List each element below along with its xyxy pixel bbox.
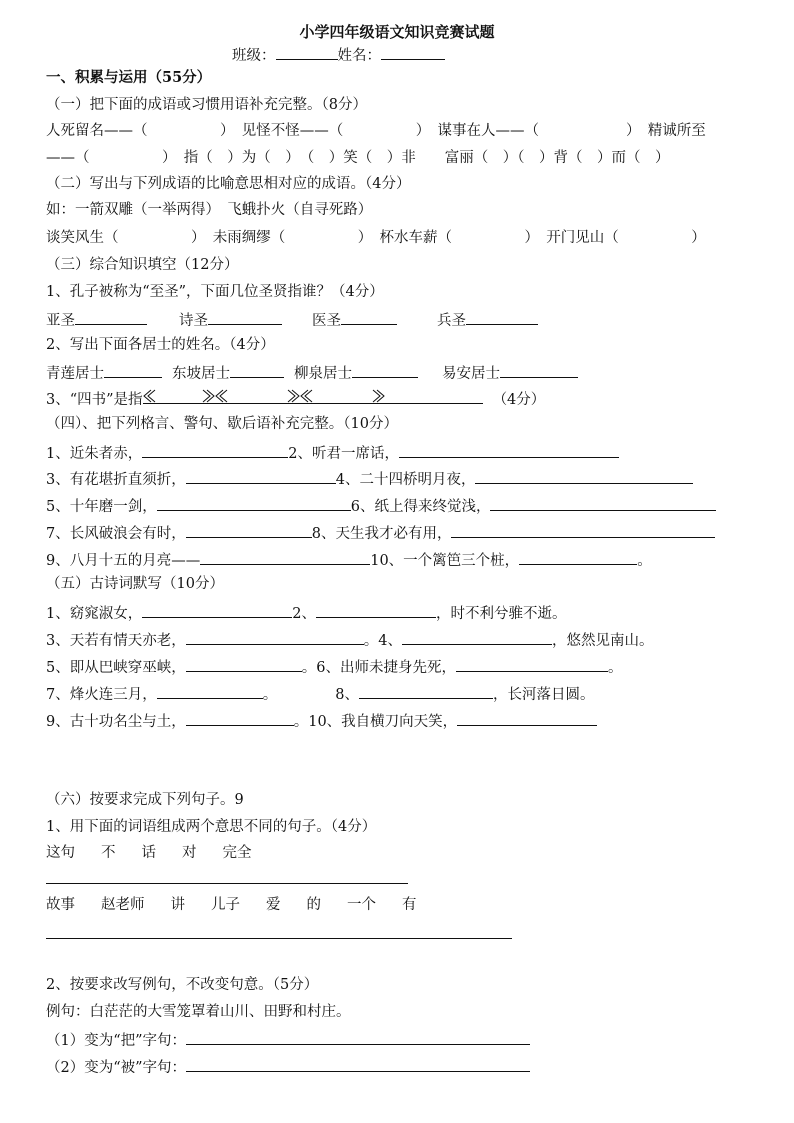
- answer-blank[interactable]: [157, 683, 263, 699]
- rewrite-prompt: （1）变为“把”字句：: [46, 1033, 187, 1049]
- poem-prompt: ，时不利兮骓不逝。: [435, 606, 567, 622]
- proverb-prompt: 5、十年磨一剑，: [46, 499, 157, 515]
- poem-prompt: 。6、出师未捷身先死，: [301, 660, 456, 676]
- word: 这句: [46, 845, 75, 861]
- answer-blank[interactable]: [142, 602, 292, 618]
- answer-line[interactable]: [46, 883, 408, 884]
- answer-blank[interactable]: [490, 495, 716, 511]
- proverb-line: [46, 468, 693, 488]
- jushi-line: [46, 362, 578, 382]
- answer-blank[interactable]: [157, 495, 351, 511]
- answer-blank[interactable]: [451, 522, 715, 538]
- subsection-heading: （一）把下面的成语或习惯用语补充完整。（8分）: [46, 97, 367, 113]
- question-text: 3、“四书”是指: [46, 392, 143, 408]
- proverb-prompt: 2、听君一席话，: [288, 446, 399, 462]
- word: 对: [182, 845, 197, 861]
- word: 一个: [347, 897, 376, 913]
- example-sentence: 例句：白茫茫的大雪笼罩着山川、田野和村庄。: [46, 1004, 351, 1020]
- answer-blank[interactable]: [399, 442, 619, 458]
- answer-blank[interactable]: [316, 602, 436, 618]
- sage-label: 兵圣: [437, 313, 466, 329]
- idiom-line: ——（ ） 指（ ）为（ ） （ ）笑（ ）非 富丽（ ）（ ）背（ ）而（ ）: [46, 150, 670, 166]
- rewrite-line: [46, 1056, 530, 1076]
- answer-blank[interactable]: [475, 468, 693, 484]
- word: 话: [141, 845, 156, 861]
- question-text: 2、写出下面各居士的姓名。（4分）: [46, 337, 275, 353]
- subsection-heading: （六）按要求完成下列句子。9: [46, 792, 244, 808]
- poem-line: [46, 602, 566, 622]
- subsection-heading: （四）、把下列格言、警句、歇后语补充完整。（10分）: [46, 416, 398, 432]
- subsection-heading: （三）综合知识填空（12分）: [46, 257, 239, 273]
- poem-prompt: 7、烽火连三月，: [46, 687, 157, 703]
- jushi-label: 东坡居士: [172, 366, 230, 382]
- proverb-prompt: 9、八月十五的月亮——: [46, 553, 201, 569]
- poem-prompt: 8、: [335, 687, 359, 703]
- poem-prompt: 1、窈窕淑女，: [46, 606, 143, 622]
- answer-blank[interactable]: [186, 1056, 530, 1072]
- book-title-marks: [143, 388, 483, 404]
- subsection-heading: （五）古诗词默写（10分）: [46, 576, 224, 592]
- proverb-line: [46, 549, 652, 569]
- sage-label: 医圣: [312, 313, 341, 329]
- poem-prompt: 5、即从巴峡穿巫峡，: [46, 660, 186, 676]
- proverb-line: [46, 442, 619, 462]
- sishu-line: [46, 388, 545, 408]
- proverb-line: [46, 522, 715, 542]
- class-label: 班级：: [232, 48, 276, 64]
- word-list: [46, 895, 443, 915]
- idiom-line: 人死留名——（ ） 见怪不怪——（ ） 谋事在人——（ ） 精诚所至: [46, 123, 706, 139]
- proverb-prompt: 6、纸上得来终觉浅，: [350, 499, 491, 515]
- rewrite-line: [46, 1029, 530, 1049]
- answer-blank[interactable]: [142, 442, 288, 458]
- class-name-line: [232, 44, 445, 64]
- word: 儿子: [211, 897, 240, 913]
- proverb-prompt: 7、长风破浪会有时，: [46, 526, 186, 542]
- name-blank[interactable]: [381, 44, 445, 60]
- poem-line: [46, 710, 597, 730]
- poem-prompt: 。10、我自横刀向天笑，: [293, 714, 458, 730]
- question-text: 2、按要求改写例句，不改变句意。（5分）: [46, 977, 319, 993]
- poem-prompt: ，长河落日圆。: [492, 687, 595, 703]
- word: 完全: [222, 845, 252, 861]
- proverb-prompt: 3、有花堪折直须折，: [46, 472, 186, 488]
- score-text: （4分）: [492, 392, 546, 408]
- proverb-prompt: 4、二十四桥明月夜，: [335, 472, 476, 488]
- proverb-prompt: 1、近朱者赤，: [46, 446, 143, 462]
- jushi-label: 青莲居士: [46, 366, 104, 382]
- answer-blank[interactable]: [500, 362, 578, 378]
- poem-prompt: 3、天若有情天亦老，: [46, 633, 186, 649]
- idiom-line: 谈笑风生（ ） 未雨绸缪（ ） 杯水车薪（ ） 开门见山（ ）: [46, 230, 706, 246]
- punctuation: 。: [637, 553, 652, 569]
- question-text: 1、用下面的词语组成两个意思不同的句子。（4分）: [46, 819, 377, 835]
- word: 爱: [266, 897, 281, 913]
- answer-blank[interactable]: [186, 468, 336, 484]
- section-heading: 一、积累与运用（55分）: [46, 69, 212, 86]
- poem-prompt: 。4、: [363, 633, 402, 649]
- class-blank[interactable]: [276, 44, 338, 60]
- answer-blank[interactable]: [341, 309, 397, 325]
- answer-blank[interactable]: [186, 522, 312, 538]
- poem-prompt: 2、: [292, 606, 316, 622]
- answer-blank[interactable]: [186, 1029, 530, 1045]
- proverb-line: [46, 495, 716, 515]
- answer-blank[interactable]: [186, 710, 294, 726]
- word: 故事: [46, 897, 75, 913]
- jushi-label: 易安居士: [442, 366, 500, 382]
- example-line: 如：一箭双雕（一举两得） 飞蛾扑火（自寻死路）: [46, 202, 373, 218]
- punctuation: 。: [262, 687, 278, 703]
- proverb-prompt: 8、天生我才必有用，: [311, 526, 452, 542]
- punctuation: 。: [607, 660, 623, 676]
- answer-blank[interactable]: [208, 309, 282, 325]
- poem-line: [46, 683, 594, 703]
- answer-blank[interactable]: [519, 549, 637, 565]
- answer-blank[interactable]: [457, 710, 597, 726]
- sage-label: 诗圣: [179, 313, 208, 329]
- question-text: 1、孔子被称为“至圣”，下面几位圣贤指谁？（4分）: [46, 284, 384, 300]
- answer-blank[interactable]: [186, 656, 302, 672]
- word: 不: [101, 845, 116, 861]
- page-title: 小学四年级语文知识竞赛试题: [299, 23, 495, 41]
- rewrite-prompt: （2）变为“被”字句：: [46, 1060, 187, 1076]
- poem-line: [46, 629, 653, 649]
- answer-blank[interactable]: [200, 549, 370, 565]
- word: 的: [306, 897, 321, 913]
- answer-blank[interactable]: [75, 309, 147, 325]
- answer-line[interactable]: [46, 938, 512, 939]
- proverb-prompt: 10、一个篱笆三个桩，: [370, 553, 520, 569]
- answer-blank[interactable]: [402, 629, 552, 645]
- answer-blank[interactable]: [359, 683, 493, 699]
- word: 赵老师: [101, 897, 145, 913]
- name-label: 姓名：: [337, 48, 381, 64]
- word: 有: [402, 897, 417, 913]
- answer-blank[interactable]: [230, 362, 284, 378]
- word-list: [46, 843, 278, 863]
- answer-blank[interactable]: [352, 362, 418, 378]
- poem-prompt: 9、古十功名尘与土，: [46, 714, 186, 730]
- answer-blank[interactable]: [466, 309, 538, 325]
- answer-blank[interactable]: [456, 656, 608, 672]
- jushi-label: 柳泉居士: [294, 366, 352, 382]
- answer-blank[interactable]: [186, 629, 364, 645]
- sage-label: 亚圣: [46, 313, 75, 329]
- subsection-heading: （二）写出与下列成语的比喻意思相对应的成语。（4分）: [46, 176, 411, 192]
- sishu-blank[interactable]: [143, 388, 483, 404]
- poem-line: [46, 656, 622, 676]
- poem-prompt: ，悠然见南山。: [551, 633, 654, 649]
- answer-blank[interactable]: [104, 362, 162, 378]
- sages-line: [46, 309, 538, 329]
- word: 讲: [170, 897, 185, 913]
